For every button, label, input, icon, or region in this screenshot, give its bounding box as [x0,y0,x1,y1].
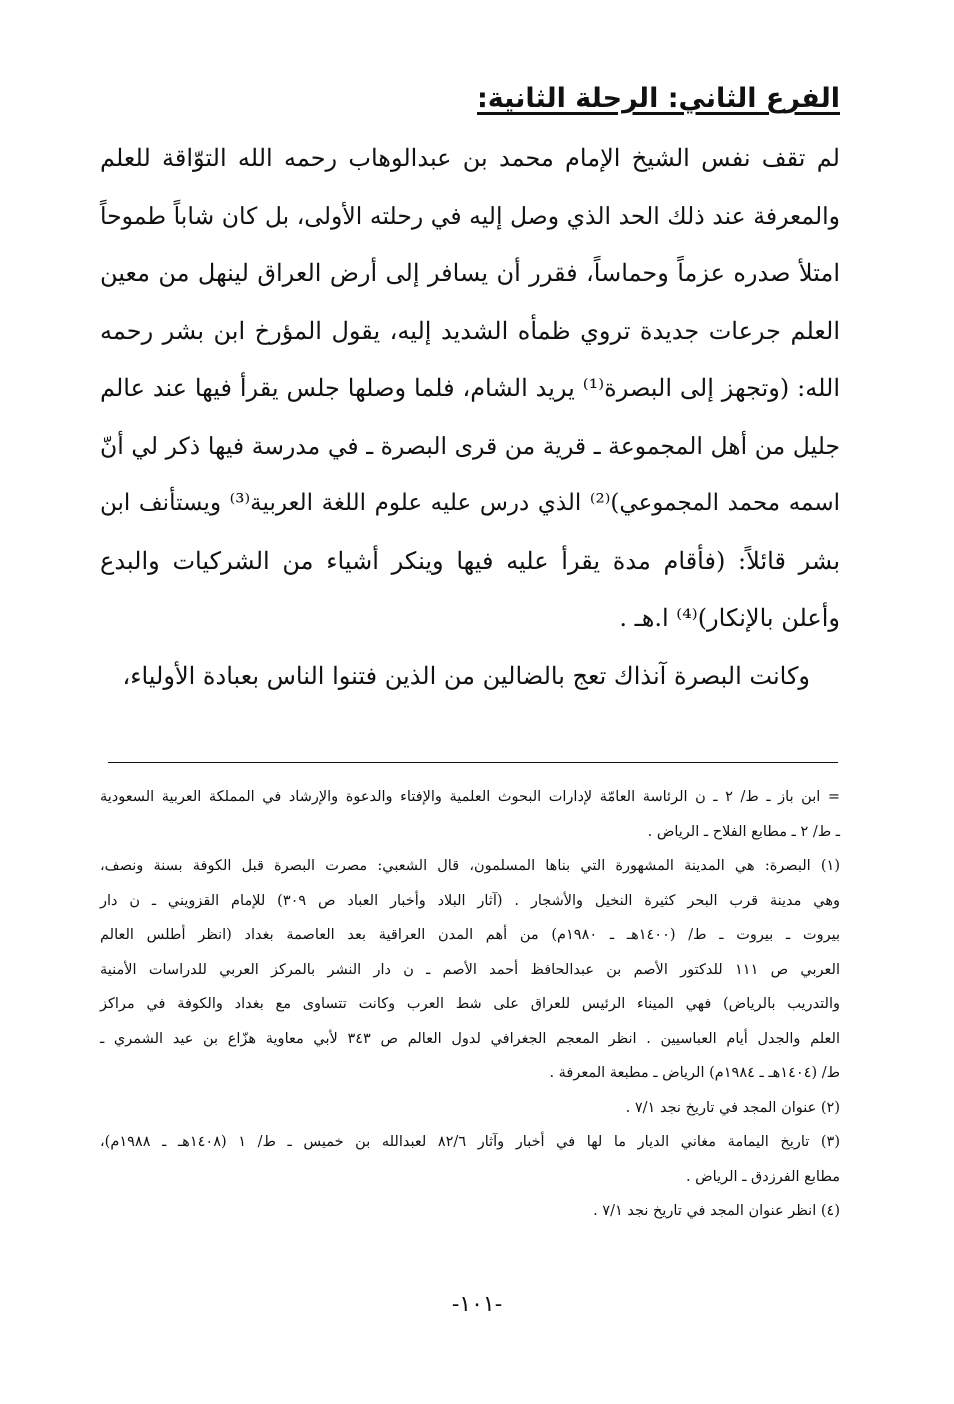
footnotes [100,780,840,1229]
footnote-separator [108,762,838,763]
footnote-line: = ابن باز ـ ط/ ٢ ـ ن الرئاسة العامّة لإدارات البحوث العلمية والإفتاء والدعوة والإرشاد في المملكة العربية السعودية [100,789,840,805]
body-line: الله: (وتجهز إلى البصرة⁽¹⁾ يريد الشام، فلما وصلها جلس يقرأ فيها عند عالم [100,374,840,402]
body-line: امتلأ صدره عزماً وحماساً، فقرر أن يسافر إلى أرض العراق لينهل من معين [100,259,840,287]
footnote-line: العربي ص ١١١ للدكتور الأصم بن عبدالحافظ أحمد الأصم ـ ن دار النشر بالمركز العربي للدراسات الأمنية [100,961,840,978]
footnote-line: (٢) عنوان المجد في تاريخ نجد ٧/١ . [625,1099,840,1116]
footnote-line: (٤) انظر عنوان المجد في تاريخ نجد ٧/١ . [593,1203,840,1219]
footnote-line: ط/ (١٤٠٤هـ ـ ١٩٨٤م) الرياض ـ مطبعة المعرفة . [549,1065,840,1081]
footnote-line: (٣) تاريخ اليمامة مغاني الديار ما لها في أخبار وآثار ٨٢/٦ لعبدالله بن خميس ـ ط/ ١ (١٤٠٨هـ ـ ١٩٨٨م)، [100,1134,840,1150]
footnote-line: العلم والجدل أيام العباسيين . انظر المعجم الجغرافي لدول العالم ص ٣٤٣ لأبي معاوية هزّاع بن عيد الشمري ـ [100,1030,840,1047]
body-line: بشر قائلاً: (فأقام مدة يقرأ عليه فيها وينكر أشياء من الشركيات والبدع [100,546,840,575]
footnote-line: والتدريب بالرياض) فهي الميناء الرئيس للعراق على شط العرب وكانت تتساوى مع بغداد والكوفة في مراكز [100,996,840,1012]
footnote-line: ـ ط/ ٢ ـ مطابع الفلاح ـ الرياض . [647,823,840,840]
footnote-line: مطابع الفرزدق ـ الرياض . [685,1168,840,1185]
body-line: وكانت البصرة آنذاك تعج بالضالين من الذين فتنوا الناس بعبادة الأولياء، [122,661,810,690]
body-line: لم تقف نفس الشيخ الإمام محمد بن عبدالوهاب رحمه الله التوّاقة للعلم [100,144,840,172]
body-line: والمعرفة عند ذلك الحد الذي وصل إليه في رحلته الأولى، بل كان شاباً طموحاً [100,201,840,230]
page-number: -١٠١- [451,1292,503,1317]
footnote-line: (١) البصرة: هي المدينة المشهورة التي بناها المسلمون، قال الشعبي: مصرت البصرة قبل الكوفة بسنة ونصف، [100,858,840,874]
body-line: جليل من أهل المجموعة ـ قرية من قرى البصرة ـ في مدرسة فيها ذكر لي أنّ [100,431,840,460]
body-line: العلم جرعات جديدة تروي ظمأه الشديد إليه، يقول المؤرخ ابن بشر رحمه [100,316,840,345]
body-text [100,130,840,705]
footnote-line: وهي مدينة قرب البحر كثيرة النخيل والأشجار . (آثار البلاد وأخبار العباد ص ٣٠٩) للإمام القزويني ـ ن دار [100,892,840,909]
body-line: وأعلن بالإنكار)⁽⁴⁾ ا.هـ . [619,604,840,632]
body-line: اسمه محمد المجموعي)⁽²⁾ الذي درس عليه علوم اللغة العربية⁽³⁾ ويستأنف ابن [100,490,840,516]
section-heading: الفرع الثاني: الرحلة الثانية: [477,83,840,114]
footnote-line: بيروت ـ بيروت ـ ط/ (١٤٠٠هـ ـ ١٩٨٠م) من أهم المدن العراقية بعد العاصمة بغداد (انظر أطلس العالم [100,927,840,943]
